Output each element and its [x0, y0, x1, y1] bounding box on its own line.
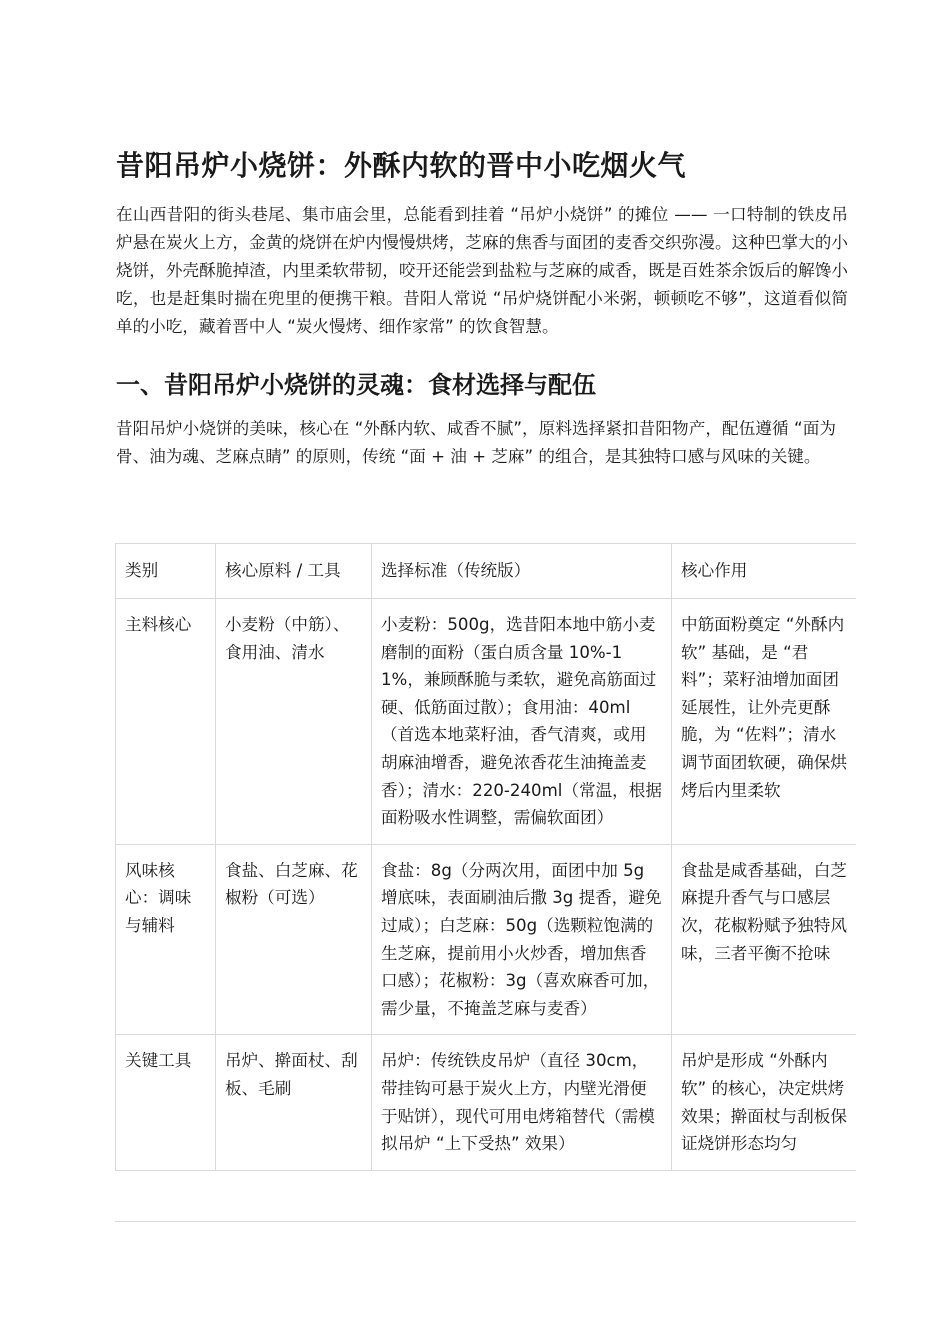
- document-title: 昔阳吊炉小烧饼：外酥内软的晋中小吃烟火气: [116, 149, 687, 182]
- section-heading: 一、昔阳吊炉小烧饼的灵魂：食材选择与配伍: [116, 371, 596, 399]
- intro-paragraph: 在山西昔阳的街头巷尾、集市庙会里，总能看到挂着 “吊炉小烧饼” 的摊位 —— 一口特制的铁皮吊炉悬在炭火上方，金黄的烧饼在炉内慢慢烘烤，芝麻的焦香与面团的麦香交织弥漫。这种巴掌大的小烧饼，外壳酥脆掉渣，内里柔软带韧，咬开还能尝到盐粒与芝麻的咸香，既是百姓茶余饭后的解馋小吃，也是赶集时揣在兜里的便携干粮。昔阳人常说 “吊炉烧饼配小米粥，顿顿吃不够”，这道看似简单的小吃，藏着晋中人 “炭火慢烤、细作家常” 的饮食智慧。: [116, 205, 848, 336]
- table-cell-category: 主料核心: [116, 599, 216, 845]
- table-row: [116, 844, 857, 1035]
- table-header-cell: 选择标准（传统版）: [372, 544, 672, 599]
- section-paragraph: 昔阳吊炉小烧饼的美味，核心在 “外酥内软、咸香不腻”，原料选择紧扣昔阳物产，配伍遵循 “面为骨、油为魂、芝麻点睛” 的原则，传统 “面 + 油 + 芝麻” 的组合，是其独特口感与风味的关键。: [116, 419, 836, 466]
- table-row: [116, 599, 857, 845]
- table-header-cell: 类别: [116, 544, 216, 599]
- table-cell-role: 食盐是咸香基础，白芝麻提升香气与口感层次，花椒粉赋予独特风味，三者平衡不抢味: [672, 844, 857, 1035]
- table-header-cell: 核心作用: [672, 544, 857, 599]
- table-header-cell: 核心原料 / 工具: [216, 544, 372, 599]
- ingredients-table: [115, 543, 856, 1222]
- table-cell-category: 风味核心：调味与辅料: [116, 844, 216, 1035]
- table-cell-role: 吊炉是形成 “外酥内软” 的核心，决定烘烤效果；擀面杖与刮板保证烧饼形态均匀: [672, 1035, 857, 1170]
- table-cell-role: 中筋面粉奠定 “外酥内软” 基础，是 “君料”；菜籽油增加面团延展性，让外壳更酥脆，为 “佐料”；清水调节面团软硬，确保烘烤后内里柔软: [672, 599, 857, 845]
- table-cell-standard: 食盐：8g（分两次用，面团中加 5g 增底味，表面刷油后撒 3g 提香，避免过咸）；白芝麻：50g（选颗粒饱满的生芝麻，提前用小火炒香，增加焦香口感）；花椒粉：3g（喜欢麻香可加，需少量，不掩盖芝麻与麦香）: [372, 844, 672, 1035]
- table-cell-standard: 小麦粉：500g，选昔阳本地中筋小麦磨制的面粉（蛋白质含量 10%-11%，兼顾酥脆与柔软，避免高筋面过硬、低筋面过散）；食用油：40ml（首选本地菜籽油，香气清爽，或用胡麻油增香，避免浓香花生油掩盖麦香）；清水：220-240ml（常温，根据面粉吸水性调整，需偏软面团）: [372, 599, 672, 845]
- table-cell-items: 食盐、白芝麻、花椒粉（可选）: [216, 844, 372, 1035]
- table-cell-items: 小麦粉（中筋）、食用油、清水: [216, 599, 372, 845]
- ingredients-table-grid: [115, 543, 856, 1171]
- table-cell-category: 关键工具: [116, 1035, 216, 1170]
- table-row: [116, 1035, 857, 1170]
- table-cell-items: 吊炉、擀面杖、刮板、毛刷: [216, 1035, 372, 1170]
- table-header-row: [116, 544, 857, 599]
- table-cell-standard: 吊炉：传统铁皮吊炉（直径 30cm，带挂钩可悬于炭火上方，内壁光滑便于贴饼），现代可用电烤箱替代（需模拟吊炉 “上下受热” 效果）: [372, 1035, 672, 1170]
